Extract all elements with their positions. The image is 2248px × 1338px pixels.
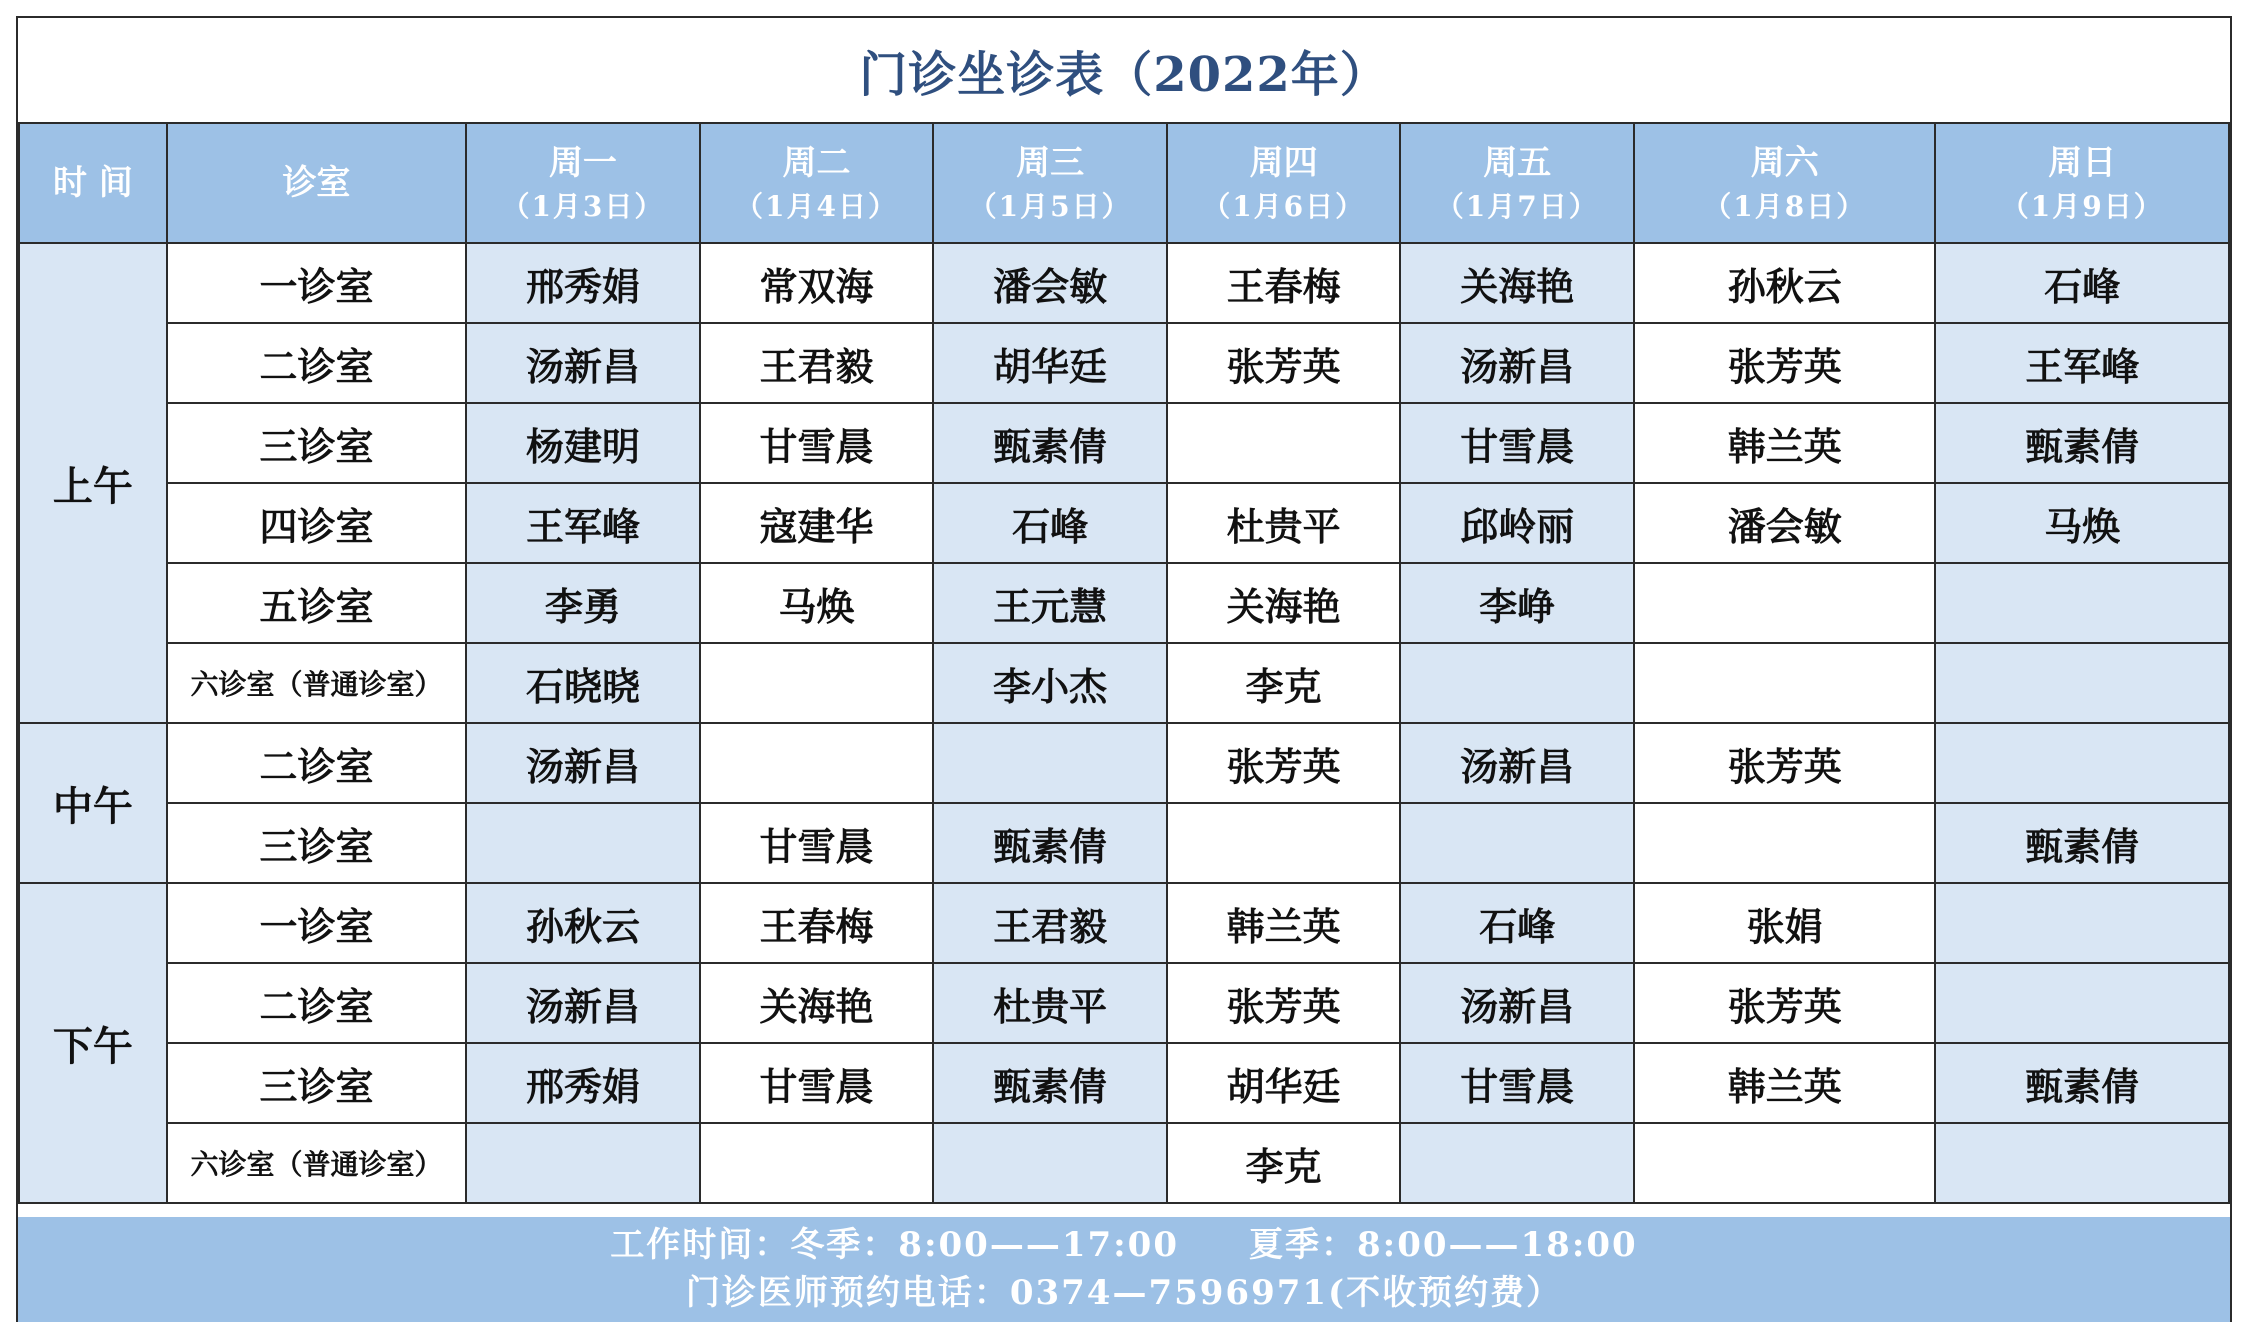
doctor-cell: 王军峰	[1935, 323, 2229, 403]
table-row	[19, 243, 2229, 323]
schedule-body	[19, 243, 2229, 1203]
table-row	[19, 723, 2229, 803]
doctor-cell: 邢秀娟	[466, 243, 700, 323]
table-row	[19, 643, 2229, 723]
room-label: 五诊室	[167, 563, 466, 643]
doctor-cell: 马焕	[1935, 483, 2229, 563]
page-title: 门诊坐诊表（2022年）	[859, 46, 1389, 103]
schedule-table	[18, 122, 2230, 1204]
doctor-cell: 邱岭丽	[1400, 483, 1634, 563]
doctor-cell: 张芳英	[1634, 963, 1935, 1043]
doctor-cell: 张芳英	[1634, 723, 1935, 803]
appointment-phone: 门诊医师预约电话：0374—7596971(不收预约费）	[685, 1272, 1563, 1313]
day-date: （1月5日）	[968, 189, 1132, 223]
doctor-cell: 汤新昌	[466, 723, 700, 803]
room-label: 一诊室	[167, 883, 466, 963]
doctor-cell	[933, 723, 1167, 803]
doctor-cell: 张芳英	[1167, 723, 1401, 803]
table-row	[19, 963, 2229, 1043]
room-label: 四诊室	[167, 483, 466, 563]
day-name: 周五	[1483, 142, 1552, 183]
doctor-cell	[1634, 563, 1935, 643]
doctor-cell: 汤新昌	[466, 323, 700, 403]
table-row	[19, 483, 2229, 563]
doctor-cell: 关海艳	[1400, 243, 1634, 323]
room-label: 二诊室	[167, 723, 466, 803]
header-row	[19, 123, 2229, 243]
period-label: 中午	[19, 723, 167, 883]
period-label: 下午	[19, 883, 167, 1203]
doctor-cell: 甄素倩	[1935, 803, 2229, 883]
doctor-cell: 石峰	[1935, 243, 2229, 323]
day-date: （1月7日）	[1435, 189, 1599, 223]
work-hours-summer: 夏季：8:00——18:00	[1249, 1224, 1638, 1265]
table-row	[19, 323, 2229, 403]
doctor-cell: 张芳英	[1167, 323, 1401, 403]
doctor-cell	[1634, 643, 1935, 723]
doctor-cell: 甄素倩	[933, 803, 1167, 883]
doctor-cell: 甘雪晨	[700, 403, 934, 483]
doctor-cell: 甄素倩	[1935, 403, 2229, 483]
room-label: 二诊室	[167, 963, 466, 1043]
doctor-cell: 张芳英	[1167, 963, 1401, 1043]
doctor-cell: 李克	[1167, 1123, 1401, 1203]
doctor-cell: 张娟	[1634, 883, 1935, 963]
table-row	[19, 1043, 2229, 1123]
doctor-cell: 潘会敏	[1634, 483, 1935, 563]
doctor-cell: 甄素倩	[933, 1043, 1167, 1123]
doctor-cell: 王军峰	[466, 483, 700, 563]
work-hours-winter: 工作时间：冬季：8:00——17:00	[610, 1224, 1179, 1265]
doctor-cell: 李峥	[1400, 563, 1634, 643]
header-day-thu	[1167, 123, 1401, 243]
period-label: 上午	[19, 243, 167, 723]
doctor-cell: 杨建明	[466, 403, 700, 483]
doctor-cell	[933, 1123, 1167, 1203]
doctor-cell: 王君毅	[700, 323, 934, 403]
doctor-cell: 甘雪晨	[1400, 1043, 1634, 1123]
header-room: 诊室	[167, 123, 466, 243]
doctor-cell: 王春梅	[1167, 243, 1401, 323]
doctor-cell: 胡华廷	[933, 323, 1167, 403]
doctor-cell	[1935, 643, 2229, 723]
room-label: 三诊室	[167, 403, 466, 483]
day-date: （1月6日）	[1202, 189, 1366, 223]
day-name: 周四	[1249, 142, 1318, 183]
doctor-cell: 李克	[1167, 643, 1401, 723]
doctor-cell: 杜贵平	[1167, 483, 1401, 563]
table-row	[19, 563, 2229, 643]
doctor-cell	[1935, 883, 2229, 963]
header-time: 时 间	[19, 123, 167, 243]
doctor-cell	[1167, 803, 1401, 883]
header-day-sat	[1634, 123, 1935, 243]
day-name: 周三	[1016, 142, 1085, 183]
doctor-cell: 李小杰	[933, 643, 1167, 723]
header-day-wed	[933, 123, 1167, 243]
doctor-cell	[1634, 1123, 1935, 1203]
doctor-cell: 石峰	[933, 483, 1167, 563]
room-label: 三诊室	[167, 803, 466, 883]
doctor-cell: 韩兰英	[1167, 883, 1401, 963]
day-date: （1月4日）	[735, 189, 898, 223]
table-row	[19, 403, 2229, 483]
doctor-cell	[466, 1123, 700, 1203]
doctor-cell	[700, 643, 934, 723]
doctor-cell: 韩兰英	[1634, 403, 1935, 483]
doctor-cell: 孙秋云	[1634, 243, 1935, 323]
doctor-cell: 韩兰英	[1634, 1043, 1935, 1123]
doctor-cell: 甘雪晨	[700, 803, 934, 883]
doctor-cell: 汤新昌	[1400, 323, 1634, 403]
day-date: （1月8日）	[1703, 189, 1867, 223]
doctor-cell: 孙秋云	[466, 883, 700, 963]
day-name: 周二	[782, 142, 851, 183]
doctor-cell	[466, 803, 700, 883]
doctor-cell: 杜贵平	[933, 963, 1167, 1043]
doctor-cell	[1935, 963, 2229, 1043]
doctor-cell: 寇建华	[700, 483, 934, 563]
doctor-cell: 石峰	[1400, 883, 1634, 963]
doctor-cell: 胡华廷	[1167, 1043, 1401, 1123]
doctor-cell: 关海艳	[1167, 563, 1401, 643]
doctor-cell: 甄素倩	[1935, 1043, 2229, 1123]
day-date: （1月3日）	[501, 189, 665, 223]
header-day-tue	[700, 123, 934, 243]
doctor-cell	[1167, 403, 1401, 483]
doctor-cell	[700, 723, 934, 803]
doctor-cell: 关海艳	[700, 963, 934, 1043]
doctor-cell	[1400, 643, 1634, 723]
doctor-cell	[1400, 1123, 1634, 1203]
day-date: （1月9日）	[2000, 189, 2164, 223]
doctor-cell: 李勇	[466, 563, 700, 643]
doctor-cell: 汤新昌	[1400, 963, 1634, 1043]
doctor-cell: 汤新昌	[1400, 723, 1634, 803]
room-label: 六诊室（普通诊室）	[167, 1123, 466, 1203]
doctor-cell	[1935, 563, 2229, 643]
doctor-cell	[700, 1123, 934, 1203]
doctor-cell	[1935, 723, 2229, 803]
day-name: 周日	[2048, 142, 2117, 183]
room-label: 六诊室（普通诊室）	[167, 643, 466, 723]
table-row	[19, 1123, 2229, 1203]
doctor-cell: 甄素倩	[933, 403, 1167, 483]
doctor-cell: 甘雪晨	[1400, 403, 1634, 483]
room-label: 三诊室	[167, 1043, 466, 1123]
doctor-cell	[1400, 803, 1634, 883]
doctor-cell: 石晓晓	[466, 643, 700, 723]
footer	[18, 1217, 2230, 1322]
room-label: 一诊室	[167, 243, 466, 323]
doctor-cell: 潘会敏	[933, 243, 1167, 323]
day-name: 周六	[1750, 142, 1819, 183]
header-day-sun	[1935, 123, 2229, 243]
doctor-cell: 张芳英	[1634, 323, 1935, 403]
doctor-cell: 常双海	[700, 243, 934, 323]
header-day-mon	[466, 123, 700, 243]
doctor-cell: 王元慧	[933, 563, 1167, 643]
work-hours	[610, 1222, 1637, 1270]
table-row	[19, 803, 2229, 883]
room-label: 二诊室	[167, 323, 466, 403]
doctor-cell: 王春梅	[700, 883, 934, 963]
doctor-cell: 邢秀娟	[466, 1043, 700, 1123]
day-name: 周一	[548, 142, 617, 183]
doctor-cell: 汤新昌	[466, 963, 700, 1043]
schedule-sheet	[16, 16, 2232, 1322]
doctor-cell: 马焕	[700, 563, 934, 643]
doctor-cell	[1935, 1123, 2229, 1203]
header-day-fri	[1400, 123, 1634, 243]
table-row	[19, 883, 2229, 963]
doctor-cell	[1634, 803, 1935, 883]
doctor-cell: 甘雪晨	[700, 1043, 934, 1123]
doctor-cell: 王君毅	[933, 883, 1167, 963]
